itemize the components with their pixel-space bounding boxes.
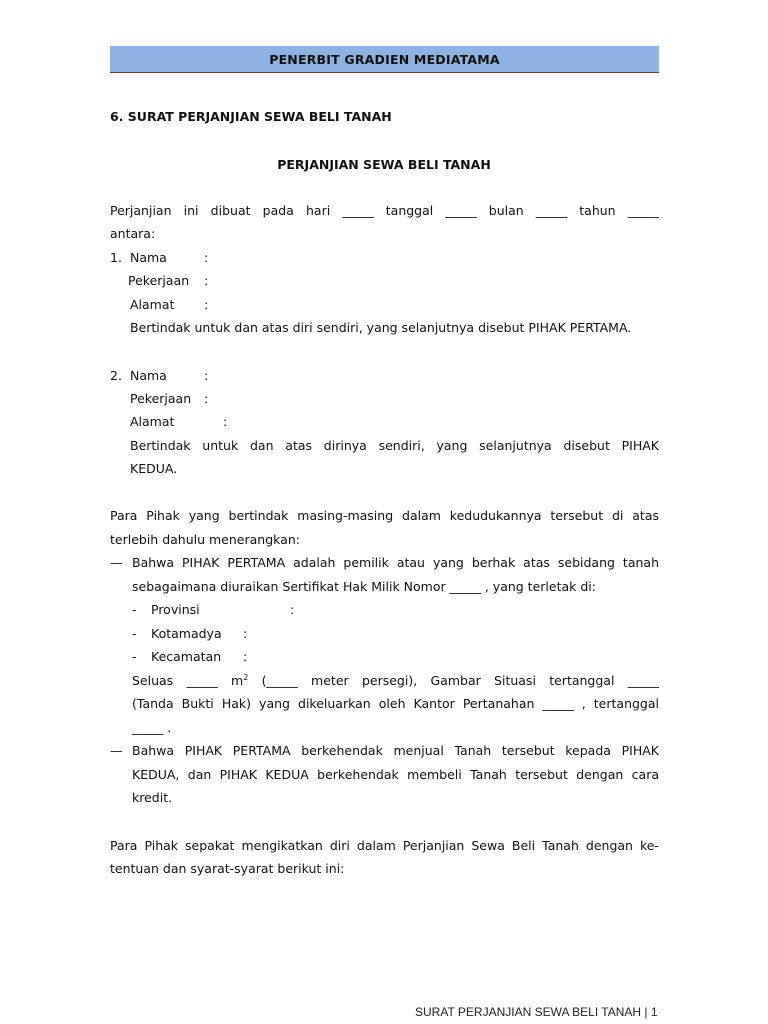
party2-number: 2. <box>110 368 122 383</box>
para1-line-1: Para Pihak yang bertindak masing-masing dalam kedudukannya tersebut di atas <box>110 508 659 523</box>
party2-description-line-1: Bertindak untuk dan atas dirinya sendiri, yang selanjutnya disebut PIHAK <box>130 438 659 453</box>
party2-nama-colon: : <box>204 368 209 383</box>
party2-alamat-label: Alamat <box>130 414 175 429</box>
bullet2-line-1: Bahwa PIHAK PERTAMA berkehendak menjual Tanah tersebut kepada PIHAK <box>132 743 659 758</box>
bullet2-line-2: KEDUA, dan PIHAK KEDUA berkehendak membeli Tanah tersebut dengan cara <box>132 767 659 782</box>
party1-nama-label: Nama <box>130 250 167 265</box>
bullet2-dash: — <box>110 743 123 758</box>
bullet2-line-3: kredit. <box>132 790 173 805</box>
party2-nama-label: Nama <box>130 368 167 383</box>
provinsi-dash: - <box>132 602 137 617</box>
kotamadya-label: Kotamadya <box>151 626 222 641</box>
document-title: PERJANJIAN SEWA BELI TANAH <box>277 157 491 172</box>
header-title: PENERBIT GRADIEN MEDIATAMA <box>269 51 500 67</box>
page-footer: SURAT PERJANJIAN SEWA BELI TANAH | 1 <box>415 1005 658 1019</box>
tanda-bukti-line: (Tanda Bukti Hak) yang dikeluarkan oleh Kantor Pertanahan _____ , tertanggal <box>132 696 659 711</box>
m2-superscript: 2 <box>243 672 249 682</box>
party1-description: Bertindak untuk dan atas diri sendiri, yang selanjutnya disebut PIHAK PERTAMA. <box>130 320 632 335</box>
seluas-line <box>132 673 659 689</box>
bullet1-line-1: Bahwa PIHAK PERTAMA adalah pemilik atau yang berhak atas sebidang tanah <box>132 555 659 570</box>
party1-pekerjaan-label: Pekerjaan <box>128 273 190 288</box>
party2-pekerjaan-label: Pekerjaan <box>130 391 192 406</box>
party1-number: 1. <box>110 250 122 265</box>
section-title: 6. SURAT PERJANJIAN SEWA BELI TANAH <box>110 109 392 124</box>
kotamadya-colon: : <box>243 626 248 641</box>
para2-line-1: Para Pihak sepakat mengikatkan diri dalam Perjanjian Sewa Beli Tanah dengan ke- <box>110 838 659 853</box>
provinsi-label: Provinsi <box>151 602 200 617</box>
bullet1-line-2: sebagaimana diuraikan Sertifikat Hak Milik Nomor _____ , yang terletak di: <box>132 579 596 594</box>
intro-line-1: Perjanjian ini dibuat pada hari _____ tanggal _____ bulan _____ tahun _____ <box>110 203 659 218</box>
party1-pekerjaan-colon: : <box>204 273 209 288</box>
party1-alamat-label: Alamat <box>130 297 175 312</box>
kotamadya-dash: - <box>132 626 137 641</box>
party1-nama-colon: : <box>204 250 209 265</box>
tertanggal-end-line: _____ . <box>132 720 172 735</box>
party2-description-line-2: KEDUA. <box>130 461 178 476</box>
intro-line-2: antara: <box>110 226 156 241</box>
para2-line-2: tentuan dan syarat-syarat berikut ini: <box>110 861 345 876</box>
kecamatan-colon: : <box>243 649 248 664</box>
bullet1-dash: — <box>110 555 123 570</box>
kecamatan-dash: - <box>132 649 137 664</box>
party2-pekerjaan-colon: : <box>204 391 209 406</box>
page-header <box>110 46 659 73</box>
party1-alamat-colon: : <box>204 297 209 312</box>
party2-alamat-colon: : <box>223 414 228 429</box>
kecamatan-label: Kecamatan <box>151 649 222 664</box>
provinsi-colon: : <box>290 602 295 617</box>
seluas-post: (_____ meter persegi), Gambar Situasi tertanggal _____ <box>248 673 659 688</box>
para1-line-2: terlebih dahulu menerangkan: <box>110 532 300 547</box>
seluas-pre: Seluas _____ m <box>132 673 244 688</box>
